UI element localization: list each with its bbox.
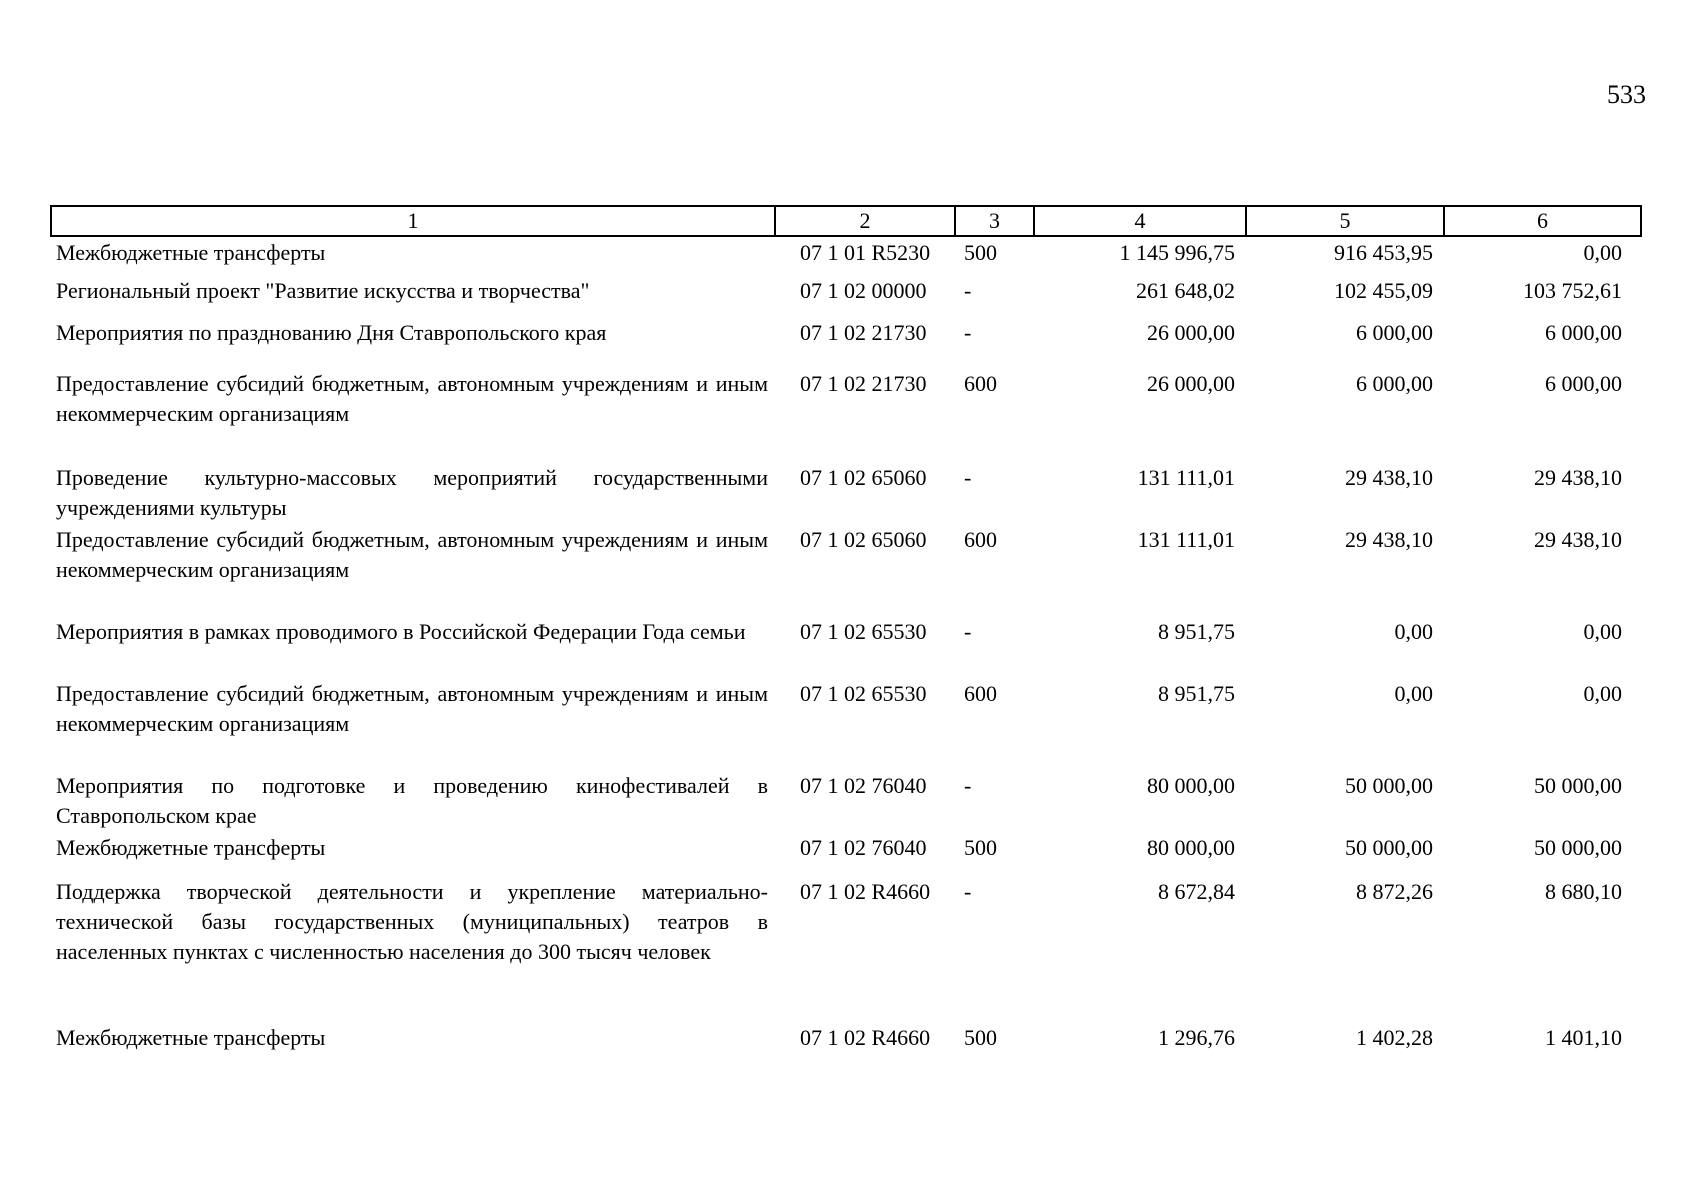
row-expense-type: - xyxy=(964,465,972,490)
row-value-4: 131 111,01 xyxy=(1137,465,1235,490)
row-value-6: 50 000,00 xyxy=(1534,835,1622,860)
row-expense-type: - xyxy=(964,773,972,798)
row-value-6: 0,00 xyxy=(1583,240,1622,265)
column-header-6: 6 xyxy=(1444,206,1641,236)
row-expense-type: 500 xyxy=(964,1025,997,1050)
row-code: 07 1 02 21730 xyxy=(800,371,927,396)
row-expense-type: 500 xyxy=(964,240,997,265)
row-value-6: 6 000,00 xyxy=(1545,371,1622,396)
row-name: Поддержка творческой деятельности и укрепление материально-технической базы государственных (муниципальных) театров в населенных пунктах с численностью населения до 300 тысяч человек xyxy=(56,879,768,964)
row-value-6: 1 401,10 xyxy=(1545,1025,1622,1050)
table-row xyxy=(50,238,1640,276)
row-code: 07 1 02 76040 xyxy=(800,835,927,860)
table-row xyxy=(50,617,1640,679)
row-value-4: 26 000,00 xyxy=(1147,320,1235,345)
column-header-1: 1 xyxy=(51,206,775,236)
table-row xyxy=(50,833,1640,877)
row-code: 07 1 01 R5230 xyxy=(800,240,931,265)
row-expense-type: 600 xyxy=(964,371,997,396)
row-value-5: 29 438,10 xyxy=(1345,527,1433,552)
row-value-5: 29 438,10 xyxy=(1345,465,1433,490)
column-header-row xyxy=(51,206,1641,236)
table-row xyxy=(50,877,1640,1023)
row-value-5: 50 000,00 xyxy=(1345,835,1433,860)
column-header-table xyxy=(50,205,1642,237)
row-value-4: 8 672,84 xyxy=(1158,879,1235,904)
column-header-4: 4 xyxy=(1034,206,1246,236)
row-expense-type: - xyxy=(964,278,972,303)
row-code: 07 1 02 65060 xyxy=(800,465,927,490)
row-code: 07 1 02 00000 xyxy=(800,278,927,303)
row-expense-type: 600 xyxy=(964,527,997,552)
table-row xyxy=(50,318,1640,369)
row-value-4: 261 648,02 xyxy=(1136,278,1235,303)
row-name: Мероприятия по празднованию Дня Ставропольского края xyxy=(56,320,607,345)
row-expense-type: 500 xyxy=(964,835,997,860)
row-value-4: 131 111,01 xyxy=(1137,527,1235,552)
row-value-6: 0,00 xyxy=(1583,619,1622,644)
row-name: Предоставление субсидий бюджетным, автономным учреждениям и иным некоммерческим организациям xyxy=(56,371,768,426)
table-row xyxy=(50,369,1640,463)
table-row xyxy=(50,463,1640,525)
row-code: 07 1 02 76040 xyxy=(800,773,927,798)
row-value-4: 1 145 996,75 xyxy=(1119,240,1235,265)
row-name: Межбюджетные трансферты xyxy=(56,1025,326,1050)
row-value-5: 102 455,09 xyxy=(1334,278,1433,303)
row-value-4: 26 000,00 xyxy=(1147,371,1235,396)
table-row xyxy=(50,679,1640,771)
row-value-5: 916 453,95 xyxy=(1334,240,1433,265)
row-value-5: 6 000,00 xyxy=(1356,320,1433,345)
row-expense-type: - xyxy=(964,879,972,904)
row-value-5: 50 000,00 xyxy=(1345,773,1433,798)
row-code: 07 1 02 65530 xyxy=(800,681,927,706)
row-name: Межбюджетные трансферты xyxy=(56,835,326,860)
row-value-4: 1 296,76 xyxy=(1158,1025,1235,1050)
row-value-6: 29 438,10 xyxy=(1534,465,1622,490)
table-row xyxy=(50,276,1640,318)
row-code: 07 1 02 R4660 xyxy=(800,879,931,904)
row-value-4: 80 000,00 xyxy=(1147,835,1235,860)
row-code: 07 1 02 21730 xyxy=(800,320,927,345)
column-header-5: 5 xyxy=(1246,206,1444,236)
row-value-4: 8 951,75 xyxy=(1158,681,1235,706)
row-value-5: 0,00 xyxy=(1394,619,1433,644)
row-value-5: 0,00 xyxy=(1394,681,1433,706)
row-code: 07 1 02 R4660 xyxy=(800,1025,931,1050)
row-value-6: 8 680,10 xyxy=(1545,879,1622,904)
row-expense-type: - xyxy=(964,619,972,644)
row-value-6: 103 752,61 xyxy=(1523,278,1622,303)
budget-rows xyxy=(50,238,1640,1063)
page-number: 533 xyxy=(1607,80,1646,109)
row-name: Предоставление субсидий бюджетным, автономным учреждениям и иным некоммерческим организациям xyxy=(56,527,768,582)
row-value-5: 8 872,26 xyxy=(1356,879,1433,904)
table-row xyxy=(50,771,1640,833)
row-value-6: 50 000,00 xyxy=(1534,773,1622,798)
row-name: Предоставление субсидий бюджетным, автономным учреждениям и иным некоммерческим организациям xyxy=(56,681,768,736)
row-value-6: 0,00 xyxy=(1583,681,1622,706)
row-value-4: 80 000,00 xyxy=(1147,773,1235,798)
row-value-4: 8 951,75 xyxy=(1158,619,1235,644)
row-code: 07 1 02 65060 xyxy=(800,527,927,552)
row-value-5: 1 402,28 xyxy=(1356,1025,1433,1050)
column-header-3: 3 xyxy=(955,206,1034,236)
row-name: Мероприятия по подготовке и проведению кинофестивалей в Ставропольском крае xyxy=(56,773,768,828)
row-value-6: 6 000,00 xyxy=(1545,320,1622,345)
table-row xyxy=(50,525,1640,617)
row-expense-type: - xyxy=(964,320,972,345)
row-name: Межбюджетные трансферты xyxy=(56,240,326,265)
row-expense-type: 600 xyxy=(964,681,997,706)
row-value-6: 29 438,10 xyxy=(1534,527,1622,552)
row-name: Региональный проект "Развитие искусства и творчества" xyxy=(56,278,590,303)
table-row xyxy=(50,1023,1640,1063)
row-name: Проведение культурно-массовых мероприятий государственными учреждениями культуры xyxy=(56,465,768,520)
column-header-2: 2 xyxy=(775,206,955,236)
row-name: Мероприятия в рамках проводимого в Российской Федерации Года семьи xyxy=(56,619,746,644)
row-code: 07 1 02 65530 xyxy=(800,619,927,644)
row-value-5: 6 000,00 xyxy=(1356,371,1433,396)
